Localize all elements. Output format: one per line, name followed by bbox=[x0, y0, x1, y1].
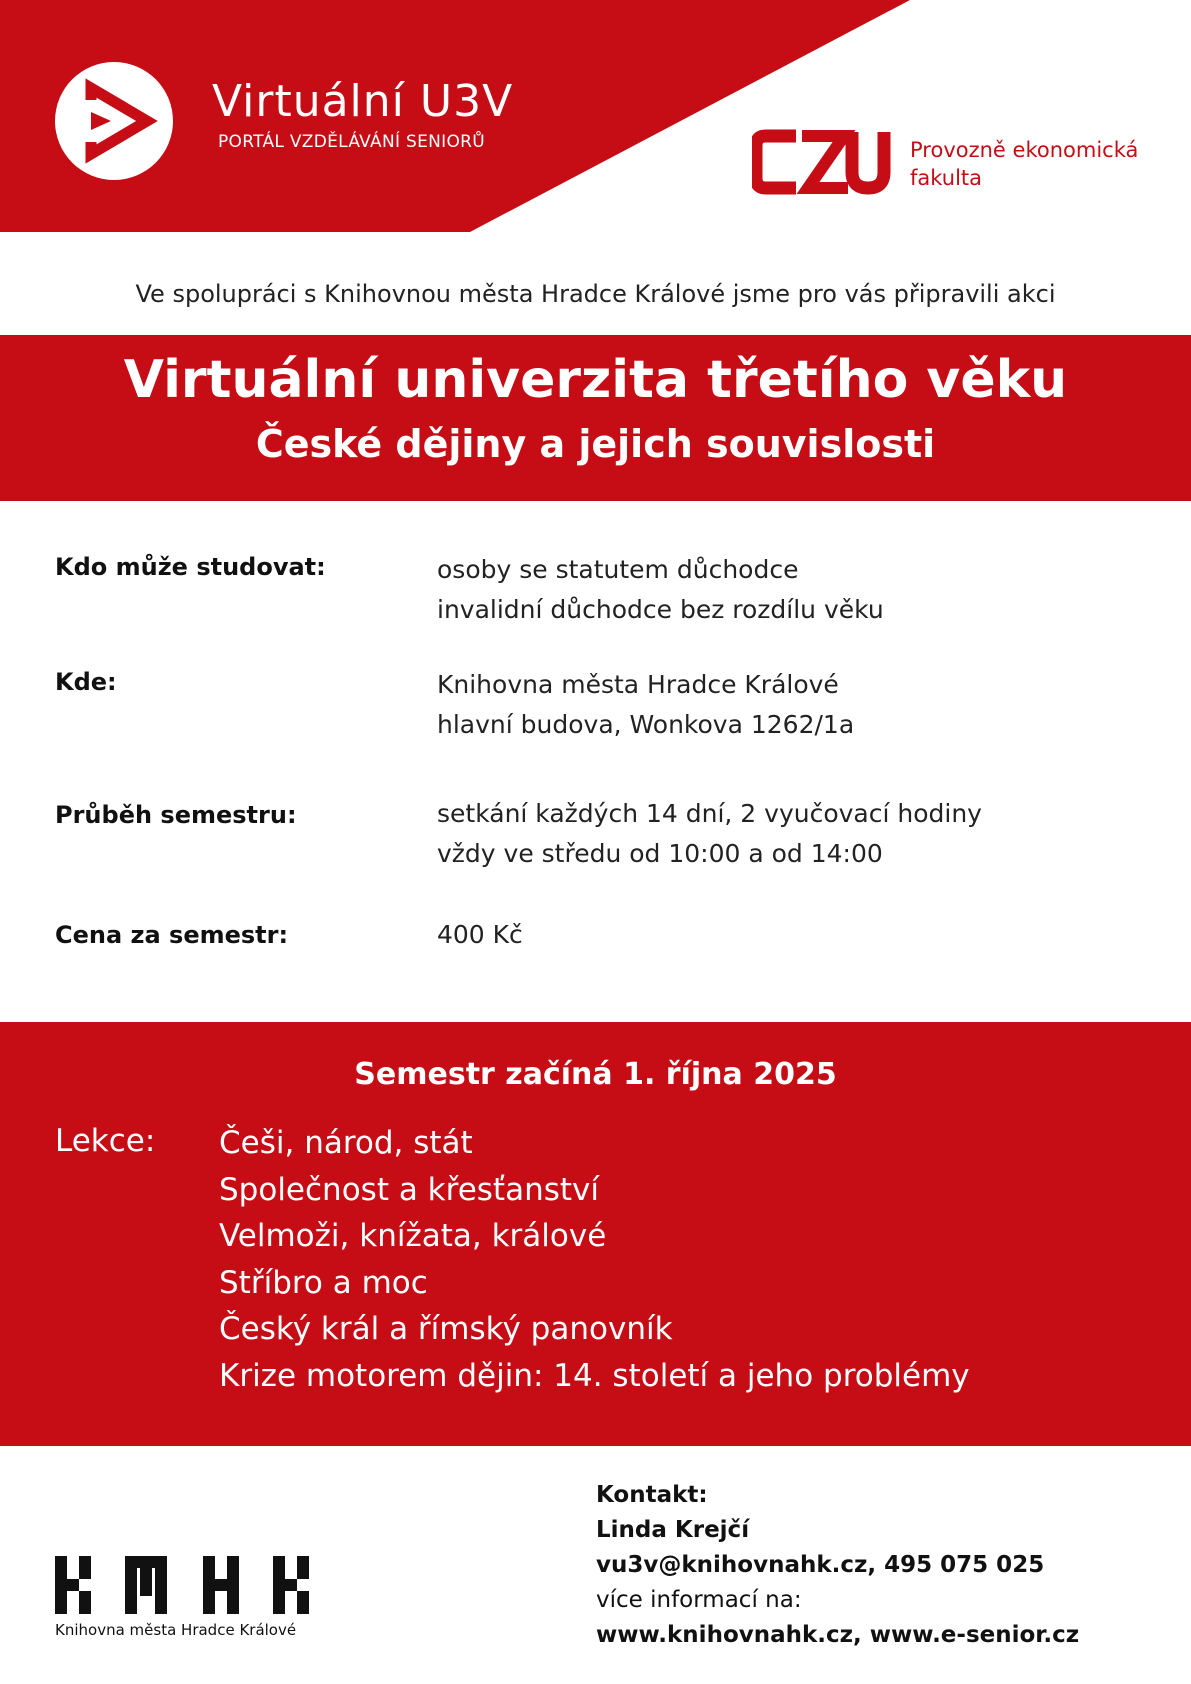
detail-value-who: osoby se statutem důchodce invalidní důchodce bez rozdílu věku bbox=[437, 555, 884, 624]
lesson-item: Český král a římský panovník bbox=[219, 1311, 673, 1347]
lessons-label: Lekce: bbox=[55, 1123, 156, 1159]
kmhk-logo bbox=[55, 1556, 315, 1614]
u3v-logo bbox=[55, 62, 173, 180]
lesson-item: Stříbro a moc bbox=[219, 1264, 428, 1301]
detail-label-where: Kde: bbox=[55, 668, 117, 696]
contact-label: Kontakt: bbox=[596, 1482, 708, 1508]
semester-start: Semestr začíná 1. října 2025 bbox=[354, 1057, 837, 1092]
page-subtitle: České dějiny a jejich souvislosti bbox=[255, 422, 936, 466]
lesson-item: Krize motorem dějin: 14. století a jeho problémy bbox=[219, 1357, 970, 1394]
detail-label-who: Kdo může studovat: bbox=[55, 553, 326, 581]
detail-label-price: Cena za semestr: bbox=[55, 921, 289, 949]
lesson-item: Velmoži, knížata, králové bbox=[219, 1218, 607, 1254]
detail-value-price: 400 Kč bbox=[437, 920, 523, 949]
detail-value-schedule: setkání každých 14 dní, 2 vyučovací hodiny vždy ve středu od 10:00 a od 14:00 bbox=[437, 799, 982, 868]
faculty-name-line2: fakulta bbox=[910, 166, 983, 190]
u3v-subtitle: PORTÁL VZDĚLÁVÁNÍ SENIORŮ bbox=[218, 132, 485, 152]
page-title: Virtuální univerzita třetího věku bbox=[123, 350, 1068, 410]
lessons-list bbox=[219, 1120, 970, 1399]
play-icon bbox=[55, 62, 173, 180]
intro-text: Ve spolupráci s Knihovnou města Hradce Králové jsme pro vás připravili akci bbox=[135, 280, 1056, 308]
lesson-item: Společnost a křesťanství bbox=[219, 1171, 599, 1208]
faculty-name-line1: Provozně ekonomická bbox=[910, 138, 1139, 162]
contact-name: Linda Krejčí bbox=[596, 1517, 750, 1543]
u3v-title: Virtuální U3V bbox=[212, 76, 514, 127]
detail-label-schedule: Průběh semestru: bbox=[55, 801, 297, 829]
czu-logo bbox=[752, 128, 892, 196]
website-links[interactable]: www.knihovnahk.cz, www.e-senior.cz bbox=[596, 1622, 1080, 1648]
lesson-item: Češi, národ, stát bbox=[219, 1125, 473, 1161]
more-info-label: více informací na: bbox=[596, 1587, 802, 1613]
contact-details[interactable]: vu3v@knihovnahk.cz, 495 075 025 bbox=[596, 1552, 1045, 1578]
detail-value-where: Knihovna města Hradce Králové hlavní budova, Wonkova 1262/1a bbox=[437, 670, 855, 739]
kmhk-caption: Knihovna města Hradce Králové bbox=[55, 1621, 297, 1639]
contact-block bbox=[596, 1478, 1079, 1653]
